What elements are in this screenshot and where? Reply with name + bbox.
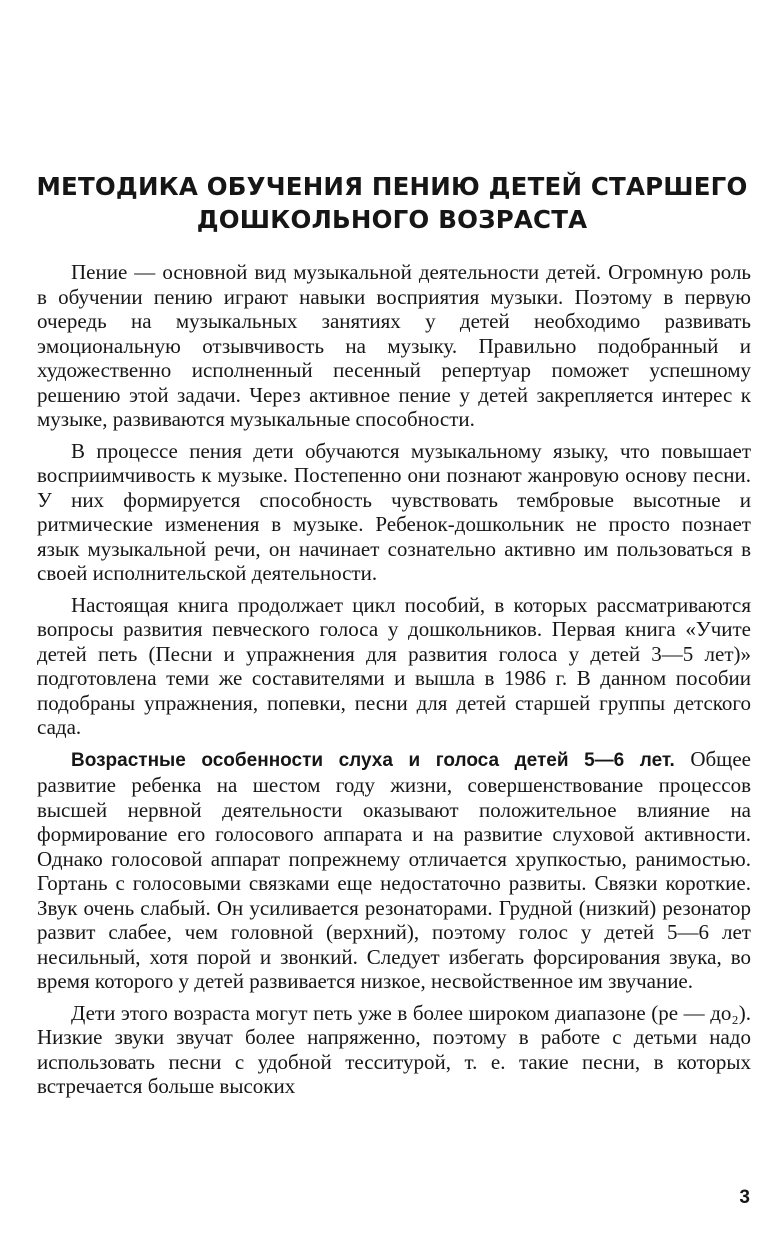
chapter-title-line-1: МЕТОДИКА ОБУЧЕНИЯ ПЕНИЮ ДЕТЕЙ СТАРШЕГО xyxy=(36,172,748,201)
chapter-title-line-2: ДОШКОЛЬНОГО ВОЗРАСТА xyxy=(196,205,588,234)
body-text xyxy=(37,260,751,1106)
section-run-in-heading: Возрастные особенности слуха и голоса детей 5—6 лет. xyxy=(71,749,675,771)
paragraph-2: В процессе пения дети обучаются музыкальному языку, что повышает восприимчивость к музыке. Постепенно они познают жанровую основу песни. У них формируется способность чувствовать тембровые высотные и ритмические изменения в музыке. Ребенок-дошкольник не просто познает язык музыкальной речи, он начинает сознательно активно им пользоваться в своей исполнительской деятельности. xyxy=(37,438,751,585)
paragraph-4 xyxy=(37,747,751,994)
paragraph-3: Настоящая книга продолжает цикл пособий, в которых рассматриваются вопросы развития певческого голоса у дошкольников. Первая книга «Учите детей петь (Песни и упражнения для развития голоса у детей 3—5 лет)» подготовлена теми же составителями и вышла в 1986 г. В данном пособии подобраны упражнения, попевки, песни для детей старшей группы детского сада. xyxy=(37,592,751,739)
chapter-title xyxy=(30,170,754,236)
paragraph-1: Пение — основной вид музыкальной деятельности детей. Огромную роль в обучении пению играют навыки восприятия музыки. Поэтому в первую очередь на музыкальных занятиях у детей необходимо развивать эмоциональную отзывчивость на музыку. Правильно подобранный и художественно исполненный песенный репертуар поможет успешному решению этой задачи. Через активное пение у детей закрепляется интерес к музыке, развиваются музыкальные способности. xyxy=(37,260,751,431)
paragraph-4-body: Общее развитие ребенка на шестом году жизни, совершенствование процессов высшей нервной деятельности оказывают положительное влияние на формирование его голосового аппарата и на развитие слуховой активности. Однако голосовой аппарат попрежнему отличается хрупкостью, ранимостью. Гортань с голосовыми связками еще недостаточно развиты. Связки короткие. Звук очень слабый. Он усиливается резонаторами. Грудной (низкий) резонатор развит слабее, чем головной (верхний), поэтому голос у детей 5—6 лет несильный, хотя порой и звонкий. Следует избегать форсирования звука, во время которого у детей развивается низкое, несвойственное им звучание. xyxy=(37,746,751,993)
paragraph-5: Дети этого возраста могут петь уже в более широком диапазоне (ре — до₂). Низкие звуки звучат более напряженно, поэтому в работе с детьми надо использовать песни с удобной тесситурой, т. е. такие песни, в которых встречается больше высоких xyxy=(37,1000,751,1098)
page-number: 3 xyxy=(739,1187,750,1208)
